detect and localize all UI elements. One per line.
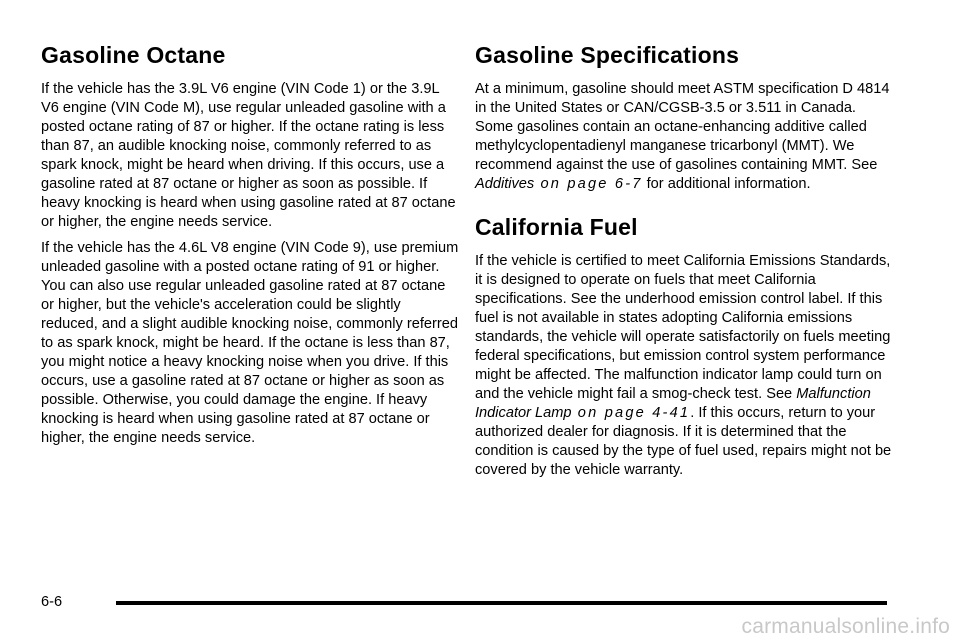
section-heading-gasoline-specifications: Gasoline Specifications (475, 42, 740, 68)
paragraph-california-fuel (475, 252, 893, 480)
right-column (475, 40, 893, 487)
spec-text-before: At a minimum, gasoline should meet ASTM specification D 4814 in the United States or CAN/CGSB-3.5 or 3.511 in Canada. Some gasolines contain an octane-enhancing additive called methylcyclopentadienyl manganese tricarbonyl (MMT). We recommend against the use of gasolines containing MMT. See (475, 81, 890, 173)
xref-mil-title[interactable]: Malfunction Indicator Lamp (475, 386, 871, 421)
section-heading-gasoline-octane: Gasoline Octane (41, 42, 226, 68)
ca-text-before: If the vehicle is certified to meet California Emissions Standards, it is designed to operate on fuels that meet California specifications. See the underhood emission control label. If this fuel is not available in states adopting California emissions standards, the vehicle will operate satisfactorily on fuels meeting federal specifications, but emission control system performance might be affected. The malfunction indicator lamp could turn on and the vehicle might fail a smog-check test. See (475, 253, 891, 402)
left-column (41, 40, 459, 455)
page-number: 6-6 (41, 594, 63, 610)
ca-text-after: . If this occurs, return to your authorized dealer for diagnosis. If it is determined that the condition is caused by the type of fuel used, repairs might not be covered by the vehicle warranty. (475, 405, 892, 478)
spec-text-after: for additional information. (642, 176, 811, 192)
xref-additives-page[interactable]: on page 6-7 (534, 176, 643, 192)
paragraph-octane-v8: If the vehicle has the 4.6L V8 engine (VIN Code 9), use premium unleaded gasoline with a posted octane rating of 91 or higher. You can also use regular unleaded gasoline rated at 87 octane or higher, but the vehicle's acceleration could be slightly reduced, and a slight audible knocking noise, commonly referred to as spark knock, might be heard. If the octane is less than 87, you might notice a heavy knocking noise when you drive. If this occurs, use a gasoline rated at 87 octane or higher as soon as possible. Otherwise, you could damage the engine. If heavy knocking is heard when using gasoline rated at 87 octane or higher, the engine needs service. (41, 240, 459, 446)
xref-mil-page[interactable]: on page 4-41 (571, 405, 691, 421)
xref-additives-title[interactable]: Additives (475, 176, 535, 192)
footer-rule (116, 601, 887, 605)
section-heading-california-fuel: California Fuel (475, 214, 638, 240)
watermark: carmanualsonline.info (741, 615, 950, 638)
paragraph-octane-v6: If the vehicle has the 3.9L V6 engine (VIN Code 1) or the 3.9L V6 engine (VIN Code M), use regular unleaded gasoline with a posted octane rating of 87 or higher. If the octane rating is less than 87, an audible knocking noise, commonly referred to as spark knock, might be heard when driving. If this occurs, use a gasoline rated at 87 octane or higher as soon as possible. If heavy knocking is heard when using gasoline rated at 87 octane or higher, the engine needs service. (41, 81, 456, 230)
paragraph-gasoline-specifications (475, 80, 893, 194)
